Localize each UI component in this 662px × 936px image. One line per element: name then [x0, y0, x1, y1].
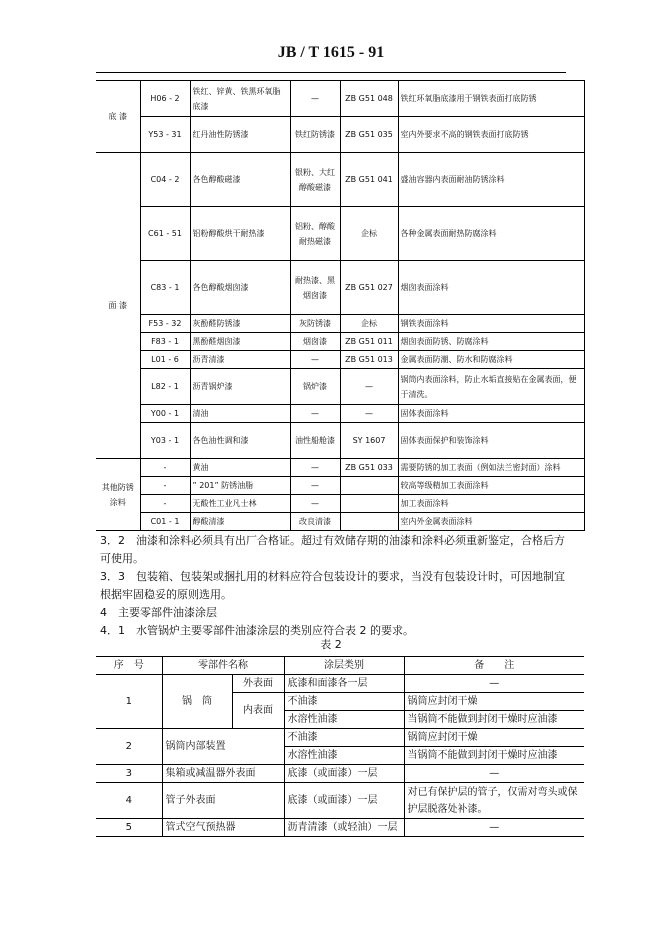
row-no: 1 — [96, 675, 162, 729]
table-row — [96, 513, 584, 531]
sub-part: 外表面 — [232, 675, 284, 693]
paint-name: 各色油性调和漆 — [190, 423, 290, 459]
paint-code: Y53 - 31 — [140, 117, 190, 153]
paint-code: C61 - 51 — [140, 207, 190, 261]
former-name: 改良清漆 — [290, 513, 340, 531]
paint-use: 固体表面涂料 — [398, 405, 584, 423]
part-name: 集箱或减温器外表面 — [162, 765, 284, 783]
standard-no: SY 1607 — [340, 423, 398, 459]
former-name: 油性船舱漆 — [290, 423, 340, 459]
table-header-row — [96, 657, 584, 675]
paint-name: 清油 — [190, 405, 290, 423]
table-row — [96, 315, 584, 333]
paint-name: 铁红、锌黄、铁黑环氧脂底漆 — [190, 81, 290, 117]
paint-code: C01 - 1 — [140, 513, 190, 531]
paint-name: 黄油 — [190, 459, 290, 477]
paint-name: 沥青清漆 — [190, 351, 290, 369]
table-row — [96, 783, 584, 819]
table-row — [96, 153, 584, 207]
coat-type: 不油漆 — [284, 693, 404, 711]
category-primer: 底 漆 — [96, 81, 140, 153]
former-name: 铁红防锈漆 — [290, 117, 340, 153]
paint-use: 铁红环氧脂底漆用于钢铁表面打底防锈 — [398, 81, 584, 117]
paragraph-4-1: 4．1 水管锅炉主要零部件油漆涂层的类别应符合表 2 的要求。 — [100, 624, 414, 637]
part-name: 锅 筒 — [162, 675, 232, 729]
coat-type: 沥青清漆（或轻油）一层 — [284, 819, 404, 837]
standard-no: ZB G51 027 — [340, 261, 398, 315]
table2-title: 表 2 — [320, 638, 342, 651]
standard-no: ZB G51 033 — [340, 459, 398, 477]
table-row — [96, 333, 584, 351]
paint-use: 固体表面保护和装饰涂料 — [398, 423, 584, 459]
paint-code: L01 - 6 — [140, 351, 190, 369]
paint-name: 各色醇酸烟囱漆 — [190, 261, 290, 315]
table-row — [96, 405, 584, 423]
paint-use: 需要防锈的加工表面（例如法兰密封面）涂料 — [398, 459, 584, 477]
note: 当锅筒不能做到封闭干燥时应油漆 — [404, 747, 584, 765]
former-name: — — [290, 351, 340, 369]
standard-no: — — [340, 405, 398, 423]
coat-type: 水溶性油漆 — [284, 747, 404, 765]
table-row — [96, 261, 584, 315]
category-other: 其他防锈涂料 — [96, 459, 140, 531]
standard-no: 企标 — [340, 315, 398, 333]
note: — — [404, 765, 584, 783]
table-row — [96, 351, 584, 369]
header-coat: 涂层类别 — [284, 657, 404, 675]
note: 锅筒应封闭干燥 — [404, 693, 584, 711]
paint-use: 烟囱表面防锈、防腐涂料 — [398, 333, 584, 351]
paragraph-3-3: 3．3 包装箱、包装架或捆扎用的材料应符合包装设计的要求，当没有包装设计时，可因地制宜根据牢固稳妥的原则选用。 — [100, 570, 565, 601]
note: 对已有保护层的管子，仅需对弯头或保护层脱落处补漆。 — [404, 783, 584, 819]
standard-no: ZB G51 048 — [340, 81, 398, 117]
paint-code: F83 - 1 — [140, 333, 190, 351]
paint-code: Y03 - 1 — [140, 423, 190, 459]
header-note: 备 注 — [404, 657, 584, 675]
section-4-heading: 4 主要零部件油漆涂层 — [100, 606, 217, 619]
former-name: 耐热漆、黑烟囱漆 — [290, 261, 340, 315]
paint-code: Y00 - 1 — [140, 405, 190, 423]
table-row — [96, 207, 584, 261]
coating-materials-table — [96, 80, 585, 531]
note: — — [404, 819, 584, 837]
part-name: 管子外表面 — [162, 783, 284, 819]
paint-code: - — [140, 459, 190, 477]
former-name: — — [290, 459, 340, 477]
former-name: — — [290, 477, 340, 495]
standard-no: ZB G51 035 — [340, 117, 398, 153]
paint-use: 烟囱表面涂料 — [398, 261, 584, 315]
paint-use: 较高等级精加工表面涂料 — [398, 477, 584, 495]
paint-code: H06 - 2 — [140, 81, 190, 117]
former-name: 铝粉、醇酸耐热磁漆 — [290, 207, 340, 261]
header-rule — [96, 72, 566, 73]
header-part: 零部件名称 — [162, 657, 284, 675]
paint-name: 红丹油性防锈漆 — [190, 117, 290, 153]
standard-no: ZB G51 041 — [340, 153, 398, 207]
table-row — [96, 819, 584, 837]
standard-no — [340, 513, 398, 531]
paint-name: 各色醇酸磁漆 — [190, 153, 290, 207]
sub-part: 内表面 — [232, 693, 284, 729]
note: — — [404, 675, 584, 693]
standard-no — [340, 495, 398, 513]
coat-type: 底漆（或面漆）一层 — [284, 783, 404, 819]
paint-use: 加工表面涂料 — [398, 495, 584, 513]
row-no: 4 — [96, 783, 162, 819]
part-name: 锅筒内部装置 — [162, 729, 284, 765]
paint-use: 室内外金属表面涂料 — [398, 513, 584, 531]
former-name: — — [290, 495, 340, 513]
note: 当锅筒不能做到封闭干燥时应油漆 — [404, 711, 584, 729]
paint-name: 铝粉醇酸烘干耐热漆 — [190, 207, 290, 261]
table-row — [96, 459, 584, 477]
note: 锅筒应封闭干燥 — [404, 729, 584, 747]
coat-type: 底漆（或面漆）一层 — [284, 765, 404, 783]
coat-type: 底漆和面漆各一层 — [284, 675, 404, 693]
paint-code: - — [140, 477, 190, 495]
category-topcoat: 面 漆 — [96, 153, 140, 459]
table-row — [96, 675, 584, 693]
former-name: 锅炉漆 — [290, 369, 340, 405]
paint-name: 无酸性工业凡士林 — [190, 495, 290, 513]
paint-name: 醇酸清漆 — [190, 513, 290, 531]
row-no: 2 — [96, 729, 162, 765]
standard-no: 企标 — [340, 207, 398, 261]
standard-no: ZB G51 011 — [340, 333, 398, 351]
paragraph-3-2: 3．2 油漆和涂料必须具有出厂合格证。超过有效储存期的油漆和涂料必须重新鉴定，合格后方可使用。 — [100, 534, 565, 565]
standard-no — [340, 477, 398, 495]
paint-code: F53 - 32 — [140, 315, 190, 333]
former-name: — — [290, 81, 340, 117]
paint-use: 钢铁表面涂料 — [398, 315, 584, 333]
coat-type: 水溶性油漆 — [284, 711, 404, 729]
paint-name: ” 201” 防锈油脂 — [190, 477, 290, 495]
paint-code: C83 - 1 — [140, 261, 190, 315]
table-row — [96, 495, 584, 513]
table-row — [96, 81, 584, 117]
paint-use: 室内外要求不高的钢铁表面打底防锈 — [398, 117, 584, 153]
paint-name: 灰酚醛防锈漆 — [190, 315, 290, 333]
coat-type: 不油漆 — [284, 729, 404, 747]
paint-name: 黑酚醛烟囱漆 — [190, 333, 290, 351]
table-row — [96, 477, 584, 495]
table-row — [96, 369, 584, 405]
former-name: 灰防锈漆 — [290, 315, 340, 333]
paint-use: 金属表面防潮、防水和防腐涂料 — [398, 351, 584, 369]
former-name: 银粉、大红醇酸磁漆 — [290, 153, 340, 207]
standard-no: — — [340, 369, 398, 405]
coating-layers-table — [96, 656, 584, 837]
table-row — [96, 117, 584, 153]
document-header: JB / T 1615 - 91 — [277, 44, 385, 61]
paint-use: 各种金属表面耐热防腐涂料 — [398, 207, 584, 261]
paint-name: 沥青锅炉漆 — [190, 369, 290, 405]
table-row — [96, 729, 584, 747]
paint-use: 盛油容器内表面耐油防锈涂料 — [398, 153, 584, 207]
former-name: 烟囱漆 — [290, 333, 340, 351]
table-row — [96, 423, 584, 459]
row-no: 5 — [96, 819, 162, 837]
paint-code: - — [140, 495, 190, 513]
part-name: 管式空气预热器 — [162, 819, 284, 837]
paint-code: L82 - 1 — [140, 369, 190, 405]
former-name: — — [290, 405, 340, 423]
header-no: 序 号 — [96, 657, 162, 675]
table-row — [96, 765, 584, 783]
standard-no: ZB G51 013 — [340, 351, 398, 369]
row-no: 3 — [96, 765, 162, 783]
paint-code: C04 - 2 — [140, 153, 190, 207]
paint-use: 锅筒内表面涂料，防止水垢直接贴在金属表面，便于清洗。 — [398, 369, 584, 405]
